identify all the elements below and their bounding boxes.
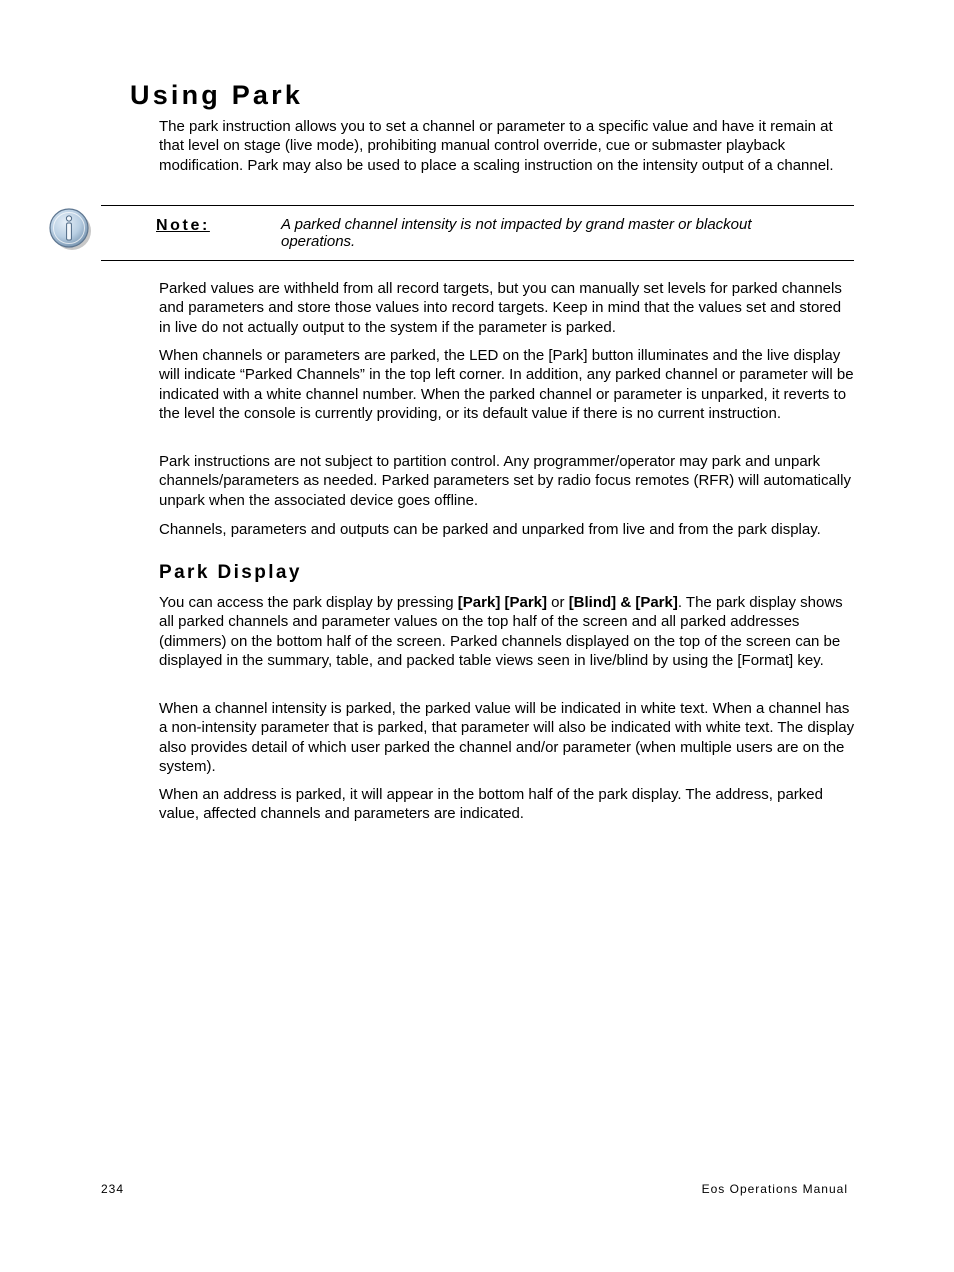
- intro-paragraph: The park instruction allows you to set a channel or parameter to a specific value and have it remain at that level on stage (live mode), prohibiting manual control override, cue or submaster playback modification. Park may also be used to place a scaling instruction on the intensity output of a channel.: [159, 118, 834, 174]
- text-fragment: You can access the park display by pressing: [159, 594, 458, 611]
- paragraph-white-text: When a channel intensity is parked, the parked value will be indicated in white text. When a channel has a non-intensity parameter that is parked, that parameter will also be indicated with white text. The display also provides detail of which user parked the channel and/or parameter (when multiple users are on the system).: [159, 700, 855, 776]
- paragraph-park-sources: Channels, parameters and outputs can be parked and unparked from live and from the park display.: [159, 521, 821, 538]
- paragraph-partition-control: Park instructions are not subject to partition control. Any programmer/operator may park and unpark channels/parameters as needed. Parked parameters set by radio focus remotes (RFR) will automatically unpark when the associated device goes offline.: [159, 453, 851, 509]
- manual-title: Eos Operations Manual: [701, 1182, 848, 1196]
- paragraph-parked-address: When an address is parked, it will appear in the bottom half of the park display. The address, parked value, affected channels and parameters are indicated.: [159, 786, 823, 823]
- paragraph-led-indicator: When channels or parameters are parked, the LED on the [Park] button illuminates and the live display will indicate “Parked Channels” in the top left corner. In addition, any parked channel or parameter will be indicated with a white channel number. When the parked channel or parameter is unparked, it reverts to the level the console is currently providing, or its default value if there is no current instruction.: [159, 347, 854, 423]
- note-text: A parked channel intensity is not impacted by grand master or blackout operations.: [281, 216, 752, 250]
- key-blind-park: [Blind] & [Park]: [568, 594, 678, 611]
- page-number: 234: [101, 1182, 125, 1196]
- text-fragment: or: [547, 594, 569, 611]
- paragraph-access-park-display: [159, 593, 855, 671]
- key-park-park: [Park] [Park]: [457, 594, 547, 611]
- note-box: [101, 205, 854, 261]
- text-fragment: . The park display shows all parked channels and parameter values on the top half of the screen and all parked addresses (dimmers) on the bottom half of the screen. Parked channels displayed on the top of the screen can be displayed in the summary, table, and packed table views seen in live/blind by using the [Format] key.: [159, 594, 843, 670]
- page-title: Using Park: [130, 80, 304, 110]
- info-icon: [48, 207, 94, 253]
- paragraph-record-targets: Parked values are withheld from all record targets, but you can manually set levels for parked channels and parameters and store those values into record targets. Keep in mind that the values set and stored in live do not actually output to the system if the parameter is parked.: [159, 280, 842, 336]
- section-heading-park-display: Park Display: [159, 562, 302, 583]
- note-label: Note:: [156, 217, 210, 234]
